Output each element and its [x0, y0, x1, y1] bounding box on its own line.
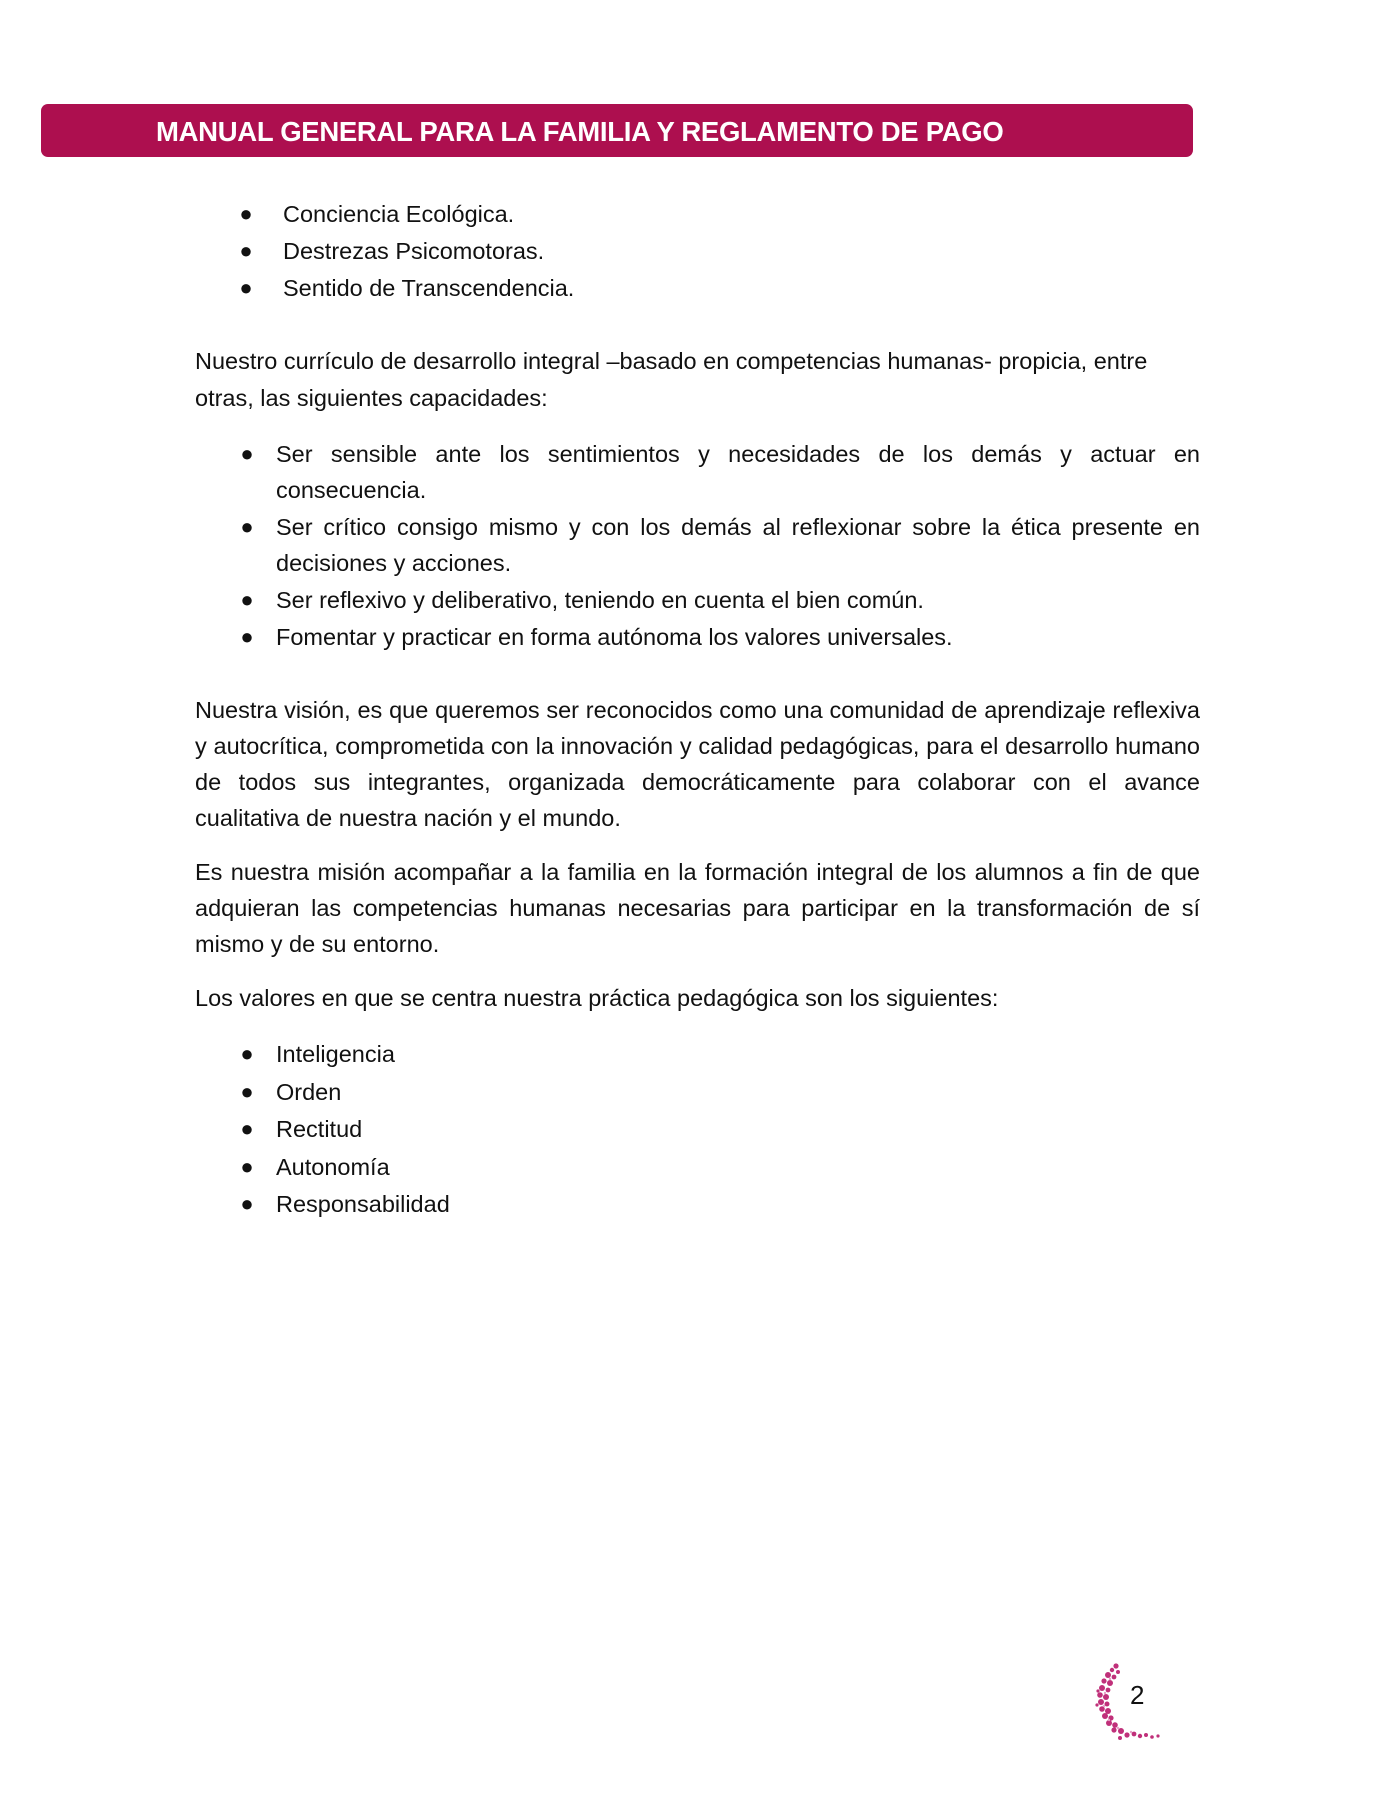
list-item	[195, 1149, 1200, 1187]
bullet-list-valores	[195, 1036, 1200, 1224]
list-item-text: Fomentar y practicar en forma autónoma los valores universales.	[276, 624, 953, 650]
list-item	[195, 196, 1200, 233]
list-item-text: Ser sensible ante los sentimientos y necesidades de los demás y actuar en consecuencia.	[276, 441, 1200, 503]
list-item	[195, 233, 1200, 270]
list-item	[195, 619, 1200, 655]
list-item-text: Ser crítico consigo mismo y con los demás al reflexionar sobre la ética presente en decisiones y acciones.	[276, 514, 1200, 576]
paragraph-curriculo: Nuestro currículo de desarrollo integral –basado en competencias humanas- propicia, entre otras, las siguientes capacidades:	[195, 348, 1148, 411]
list-item	[195, 1074, 1200, 1112]
list-item-text: Orden	[276, 1078, 342, 1105]
bullet-icon: ●	[240, 1041, 254, 1066]
paragraph-vision: Nuestra visión, es que queremos ser reconocidos como una comunidad de aprendizaje reflexiva y autocrítica, comprometida con la innovación y calidad pedagógicas, para el desarrollo humano de todos sus integrantes, organizada democráticamente para colaborar con el avance cualitativa de nuestra nación y el mundo.	[195, 697, 1200, 831]
bullet-icon: ●	[240, 441, 254, 466]
list-item	[195, 582, 1200, 618]
bullet-icon: ●	[240, 1116, 254, 1141]
bullet-icon: ●	[240, 587, 254, 612]
paragraph-valores: Los valores en que se centra nuestra práctica pedagógica son los siguientes:	[195, 985, 999, 1011]
bullet-list-capacidades	[195, 436, 1200, 656]
list-item	[195, 509, 1200, 581]
bullet-icon: ●	[239, 238, 253, 263]
list-item-text: Inteligencia	[276, 1041, 395, 1067]
bullet-icon: ●	[240, 624, 254, 649]
list-item	[195, 1186, 1200, 1224]
bullet-icon: ●	[239, 275, 253, 300]
bullet-icon: ●	[239, 201, 253, 226]
page-number: 2	[1130, 1680, 1145, 1710]
list-item-text: Ser reflexivo y deliberativo, teniendo en cuenta el bien común.	[276, 587, 924, 613]
bullet-icon: ●	[240, 1153, 254, 1179]
list-item	[195, 1036, 1200, 1074]
header-bar	[41, 104, 1193, 157]
bullet-list-top	[195, 196, 1200, 307]
list-item	[195, 1111, 1200, 1149]
list-item-text: Responsabilidad	[276, 1191, 450, 1217]
list-item-text: Autonomía	[276, 1153, 390, 1180]
list-item-text: Rectitud	[276, 1116, 363, 1142]
list-item-text: Conciencia Ecológica.	[283, 201, 515, 227]
bullet-icon: ●	[240, 514, 254, 539]
paragraph-mision: Es nuestra misión acompañar a la familia en la formación integral de los alumnos a fin de que adquieran las competencias humanas necesarias para participar en la transformación de sí mismo y de su entorno.	[195, 859, 1200, 957]
list-item	[195, 436, 1200, 508]
list-item-text: Destrezas Psicomotoras.	[283, 238, 545, 264]
list-item-text: Sentido de Transcendencia.	[283, 275, 575, 301]
document-title: MANUAL GENERAL PARA LA FAMILIA Y REGLAMENTO DE PAGO	[156, 116, 1004, 147]
bullet-icon: ●	[240, 1078, 254, 1104]
bullet-icon: ●	[240, 1191, 254, 1216]
list-item	[195, 270, 1200, 307]
